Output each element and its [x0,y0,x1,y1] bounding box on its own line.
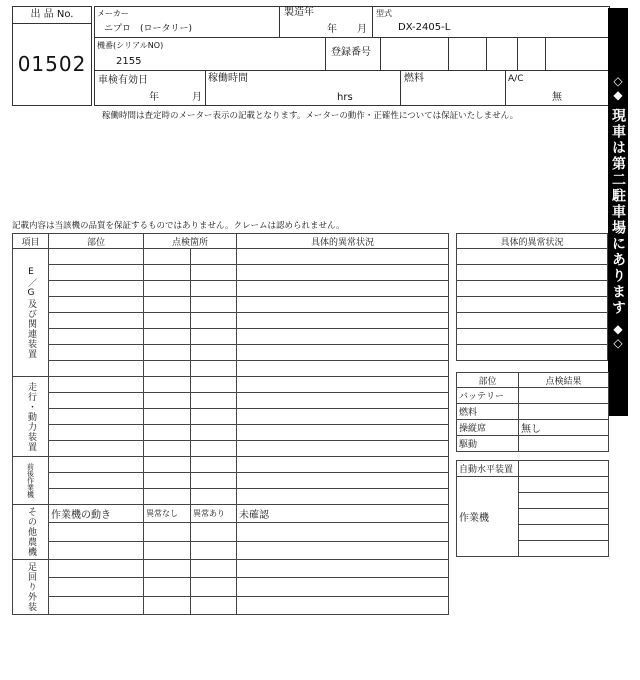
check-cell-a [144,409,191,425]
part-cell [49,541,144,559]
banner-top-mark: ◇◆ [611,74,625,102]
inspection-table-header [13,234,449,249]
detail-cell [457,249,608,265]
serial-label: 機番(シリアルNO) [97,41,164,50]
table-row [13,541,449,559]
implement-value [519,541,609,557]
table-row [457,388,609,404]
table-row [13,265,449,281]
check-cell-b [191,313,237,329]
month-unit: 月 [357,24,367,35]
table-row [13,457,449,473]
maker-label: メーカー [97,9,129,18]
check-cell-b [191,457,237,473]
check-part: 燃料 [457,404,519,420]
part-cell [49,265,144,281]
inspection-table [12,233,449,615]
table-row [457,420,609,436]
detail-cell [237,578,449,596]
inspection-label: 車検有効日 [98,75,148,86]
check-cell-a [144,457,191,473]
detail-cell [237,329,449,345]
part-cell [49,578,144,596]
part-cell [49,329,144,345]
part-cell [49,473,144,489]
check-result [519,436,609,452]
check-part: 駆動 [457,436,519,452]
serial-value: 2155 [116,56,142,67]
part-cell [49,313,144,329]
detail-cell [237,409,449,425]
table-row [13,377,449,393]
table-row [457,313,608,329]
detail-cell [237,297,449,313]
detail-cell [237,441,449,457]
right-detail-header: 具体的異常状況 [457,234,608,249]
detail-cell [237,393,449,409]
check-cell-b [191,345,237,361]
detail-cell [237,249,449,265]
table-row [13,560,449,578]
check-cell-b [191,329,237,345]
section-label-text: 走行・動力装置 [26,381,36,452]
section-label [13,377,49,457]
detail-cell [237,560,449,578]
side-banner [608,8,628,416]
check-part: バッテリー [457,388,519,404]
check-cell-a [144,281,191,297]
implement-value [519,509,609,525]
table-row [13,596,449,614]
check-cell-a [144,473,191,489]
table-row [13,523,449,541]
detail-cell [457,297,608,313]
part-cell [49,409,144,425]
detail-cell [237,281,449,297]
detail-cell [237,313,449,329]
col-check: 点検箇所 [144,234,237,249]
check-cell-a [144,560,191,578]
part-cell [49,489,144,505]
detail-cell [237,489,449,505]
hours-note: 稼働時間は査定時のメーター表示の記載となります。メーターの動作・正確性については保証いたしません。 [102,111,519,121]
ac-value: 無 [552,92,562,103]
section-label-text: 足回り外装 [26,562,36,612]
table-row [13,409,449,425]
check-cell-b [191,425,237,441]
check-cell-b [191,377,237,393]
detail-cell [237,425,449,441]
table-row [13,249,449,265]
check-cell-b [191,297,237,313]
table-row [13,473,449,489]
check-cell-b [191,489,237,505]
section-label [13,560,49,615]
implement-value [519,493,609,509]
year-unit: 年 [327,24,337,35]
quality-note: 記載内容は当該機の品質を保証するものではありません。クレームは認められません。 [12,221,345,231]
table-row [13,441,449,457]
lot-number: 01502 [17,52,87,76]
auto-level-label: 自動水平装置 [457,461,519,477]
table-row [13,361,449,377]
check-cell-a [144,489,191,505]
check-cell-a [144,361,191,377]
right-check-col-result: 点検結果 [519,373,609,388]
part-cell [49,560,144,578]
table-row [457,404,609,420]
part-cell: 作業機の動き [49,505,144,523]
check-cell-a [144,523,191,541]
detail-cell: 未確認 [237,505,449,523]
year-label: 製造年 [284,7,314,18]
part-cell [49,441,144,457]
check-cell-a [144,425,191,441]
detail-cell [457,329,608,345]
check-cell-a [144,441,191,457]
table-row [13,489,449,505]
part-cell [49,393,144,409]
section-label [13,457,49,505]
check-cell-a [144,313,191,329]
table-row [457,345,608,361]
part-cell [49,249,144,265]
check-cell-a [144,345,191,361]
check-cell-a [144,596,191,614]
table-row [13,505,449,523]
right-detail-table [456,233,608,361]
registration-label: 登録番号 [331,47,371,58]
table-row [457,281,608,297]
check-result: 無し [519,420,609,436]
model-label: 型式 [376,9,392,18]
check-cell-b [191,265,237,281]
check-cell-b [191,560,237,578]
implement-label: 作業機 [457,477,519,557]
check-cell-a: 異常なし [144,505,191,523]
right-check-col-part: 部位 [457,373,519,388]
part-cell [49,377,144,393]
lot-number-box [12,6,92,106]
part-cell [49,361,144,377]
detail-cell [237,473,449,489]
banner-bottom-mark: ◆◇ [611,322,625,350]
part-cell [49,523,144,541]
col-detail: 具体的異常状況 [237,234,449,249]
part-cell [49,345,144,361]
check-cell-a [144,377,191,393]
section-label-text: その他農機 [26,507,36,557]
detail-cell [237,523,449,541]
check-cell-b [191,361,237,377]
table-row [13,313,449,329]
detail-cell [237,361,449,377]
ac-label: A/C [508,74,524,84]
lot-label: 出 品 No. [13,7,91,24]
section-label [13,505,49,560]
check-cell-b [191,249,237,265]
check-cell-a [144,297,191,313]
detail-cell [237,596,449,614]
part-cell [49,596,144,614]
check-part: 操縦席 [457,420,519,436]
fuel-label: 燃料 [404,73,424,84]
check-cell-a [144,541,191,559]
check-result [519,388,609,404]
part-cell [49,297,144,313]
detail-cell [457,265,608,281]
section-label-text: E／G及び関連装置 [26,266,36,359]
check-cell-b [191,441,237,457]
section-label-text: 前後作業機 [26,463,35,498]
check-cell-a [144,329,191,345]
table-row [457,477,609,493]
check-cell-b [191,409,237,425]
right-check-table [456,372,609,452]
detail-cell [237,457,449,473]
table-row [457,329,608,345]
col-part: 部位 [49,234,144,249]
table-row [13,393,449,409]
table-row [457,297,608,313]
check-cell-b [191,281,237,297]
check-result [519,404,609,420]
check-cell-b [191,541,237,559]
implement-value [519,525,609,541]
check-cell-a [144,265,191,281]
detail-cell [457,281,608,297]
part-cell [49,457,144,473]
check-cell-b [191,393,237,409]
banner-text: 現車は第二駐車場にあります [610,108,626,316]
table-row [13,425,449,441]
detail-cell [237,345,449,361]
table-row [13,578,449,596]
check-cell-b: 異常あり [191,505,237,523]
right-implement-table [456,460,609,557]
maker-value: ニプロ (ロータリー) [104,24,193,34]
check-cell-b [191,473,237,489]
section-label [13,249,49,377]
detail-cell [457,345,608,361]
table-row [13,345,449,361]
check-cell-a [144,578,191,596]
col-item: 項目 [13,234,49,249]
inspection-year-unit: 年 [149,92,159,103]
part-cell [49,281,144,297]
check-cell-b [191,596,237,614]
check-cell-b [191,578,237,596]
hours-unit: hrs [337,92,353,103]
part-cell [49,425,144,441]
hours-label: 稼働時間 [208,73,248,84]
detail-cell [237,541,449,559]
table-row [457,265,608,281]
table-row [457,249,608,265]
check-cell-a [144,249,191,265]
detail-cell [237,377,449,393]
check-cell-a [144,393,191,409]
check-cell-b [191,523,237,541]
table-row [13,281,449,297]
detail-cell [457,313,608,329]
implement-value [519,477,609,493]
model-value: DX-2405-L [398,22,451,33]
inspection-month-unit: 月 [192,92,202,103]
table-row [13,329,449,345]
detail-cell [237,265,449,281]
table-row [13,297,449,313]
auto-level-value [519,461,609,477]
table-row [457,436,609,452]
